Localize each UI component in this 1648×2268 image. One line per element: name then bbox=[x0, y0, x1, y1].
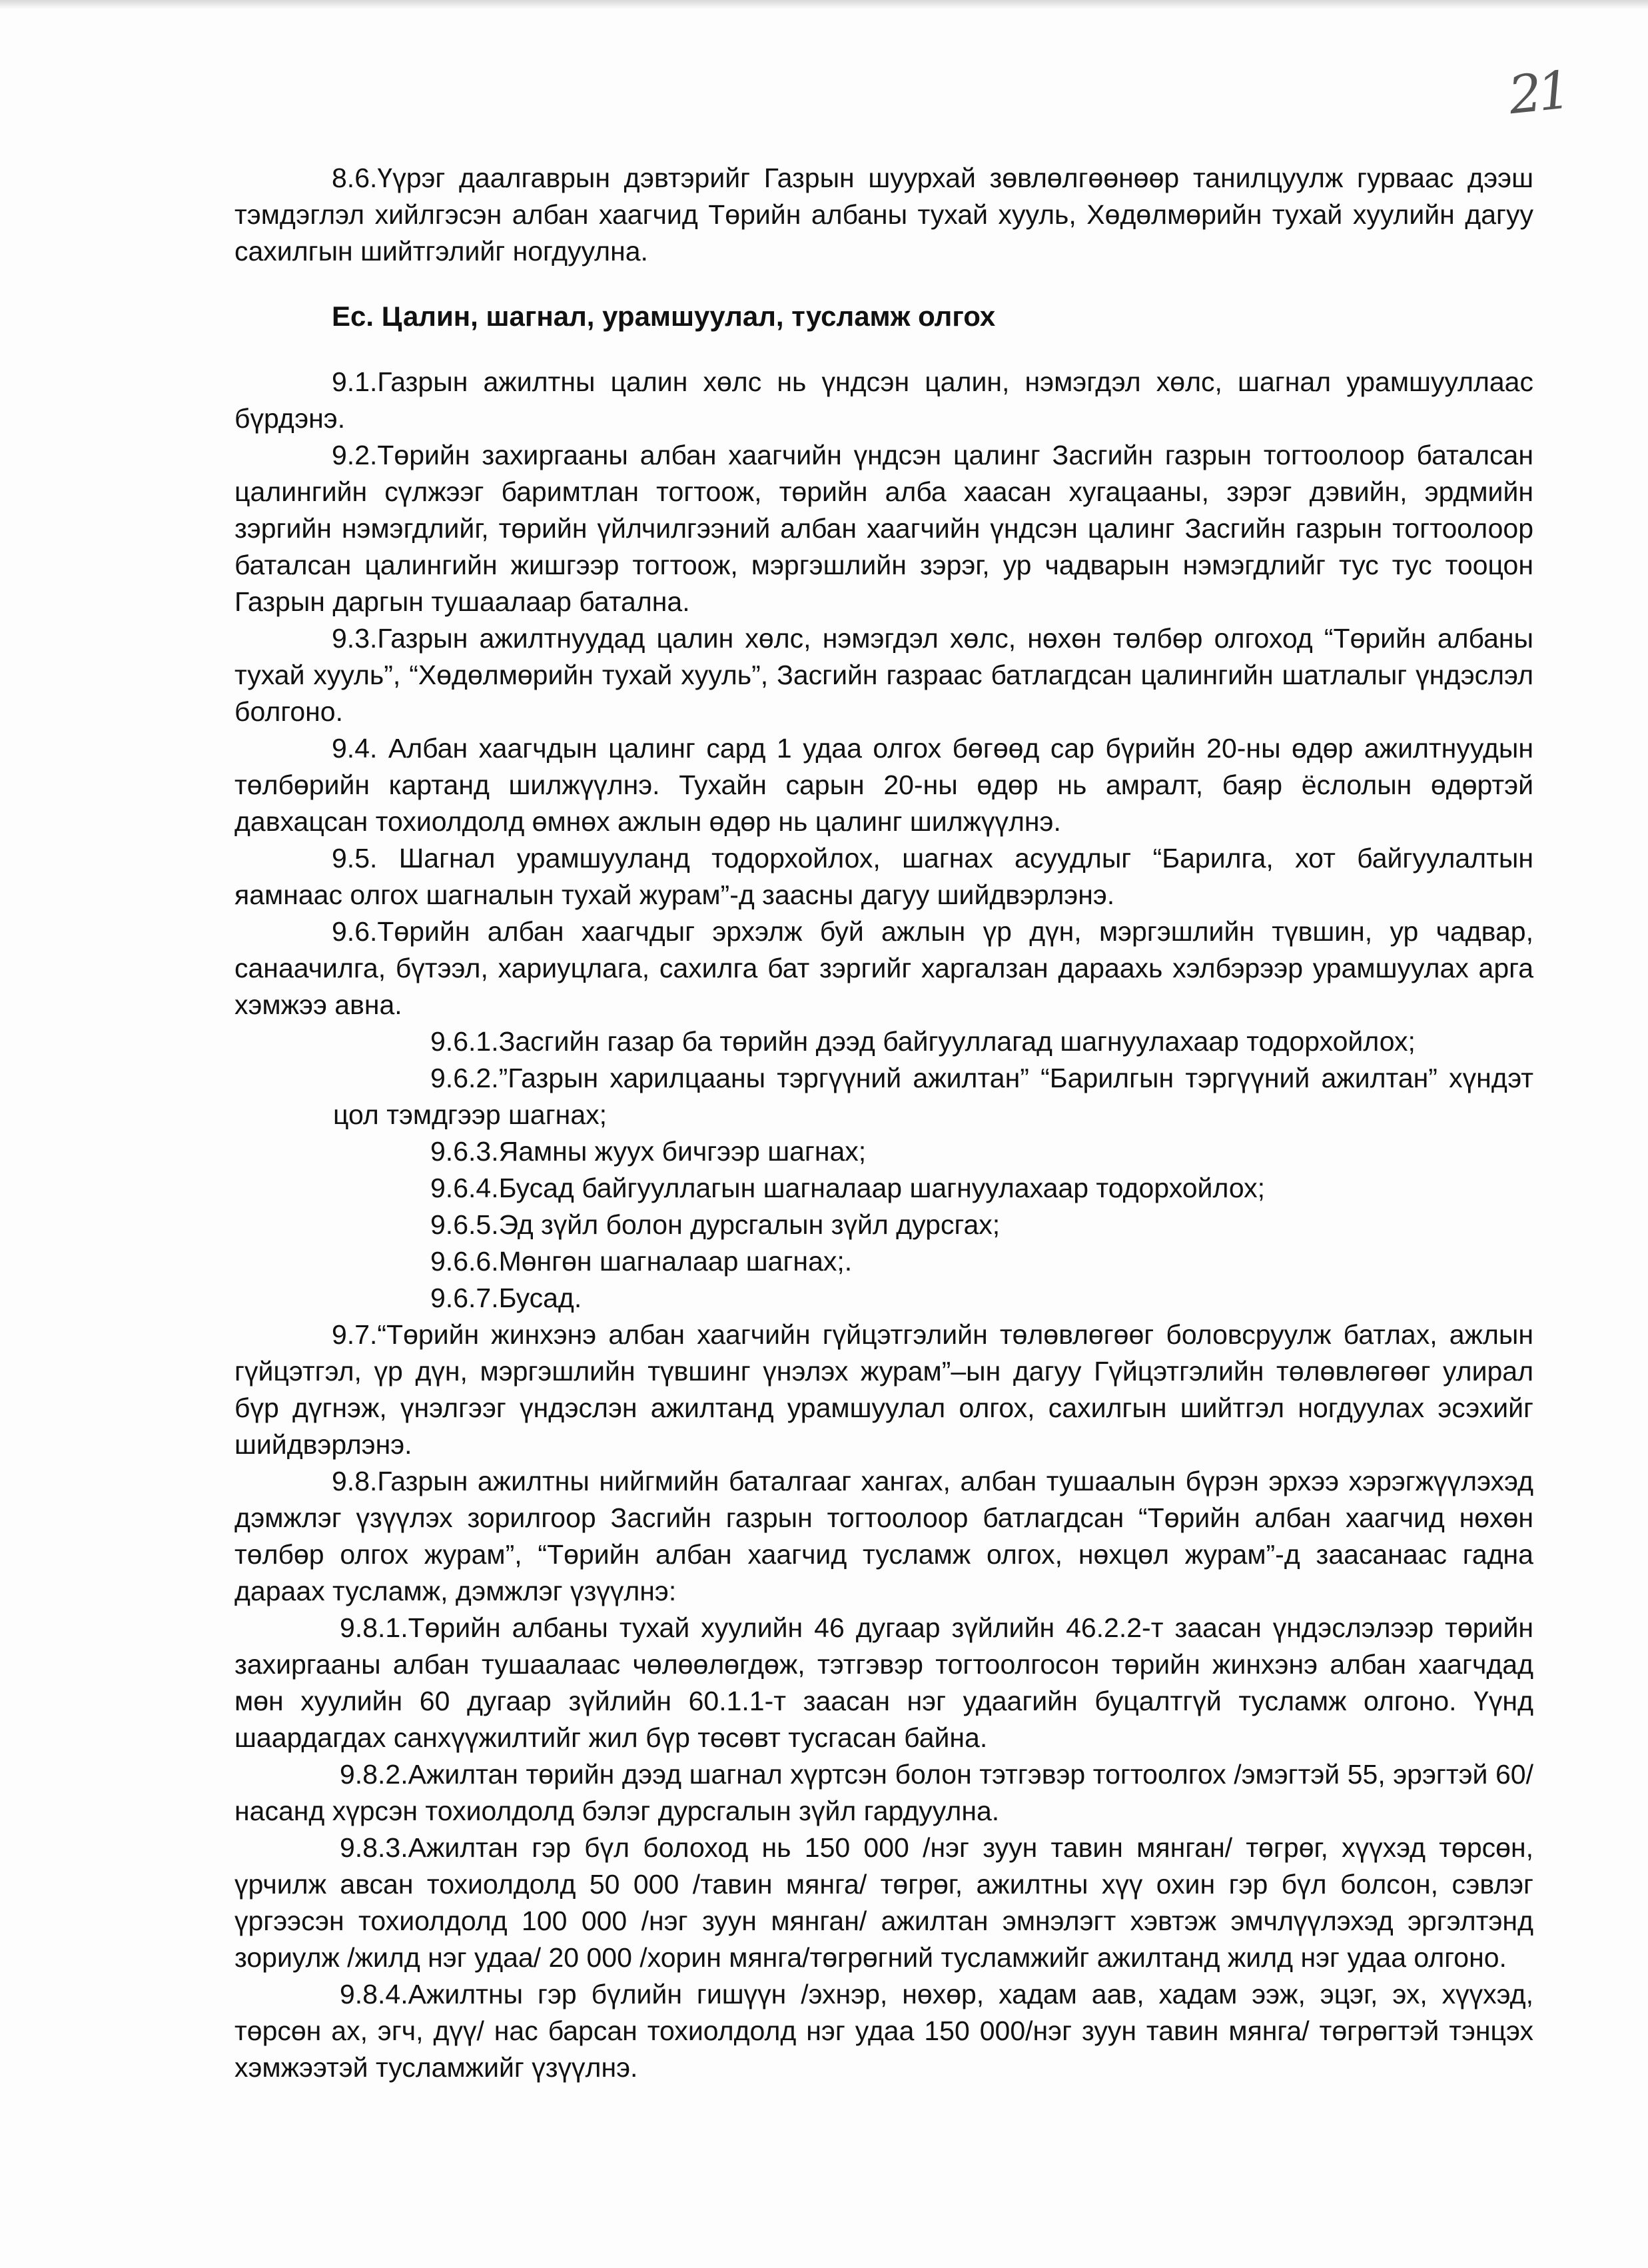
item-9-8-1: 9.8.1.Төрийн албаны тухай хуулийн 46 дугаар зүйлийн 46.2.2-т заасан үндэслэлээр төрийн захиргааны албан тушаалаас чөлөөлөгдөж, тэтгэвэр тогтоолгосон төрийн жинхэнэ албан хаагчдад мөн хуулийн 60 дугаар зүйлийн 60.1.1-т заасан нэг удаагийн буцалтгүй тусламж олгоно. Үүнд шаардагдах санхүүжилтийг жил бүр төсөвт тусгасан байна. bbox=[234, 1612, 1533, 1753]
item-9-6-1: 9.6.1.Засгийн газар ба төрийн дээд байгууллагад шагнуулахаар тодорхойлох; bbox=[430, 1026, 1416, 1057]
scan-edge bbox=[0, 0, 1648, 9]
item-9-6-2: 9.6.2.”Газрын харилцааны тэргүүний ажилтан” “Барилгын тэргүүний ажилтан” хүндэт цол тэмдгээр шагнах; bbox=[333, 1063, 1533, 1130]
item-9-8-3: 9.8.3.Ажилтан гэр бүл болоход нь 150 000 /нэг зуун тавин мянган/ төгрөг, хүүхэд төрсөн, үрчилж авсан тохиолдолд 50 000 /тавин мянга/ төгрөг, ажилтны хүү охин гэр бүл болсон, сэвлэг үргээсэн тохиолдолд 100 000 /нэг зуун мянган/ ажилтан эмнэлэгт хэвтэж эмчлүүлэхэд эргэлтэнд зориулж /жилд нэг удаа/ 20 000 /хорин мянга/төгрөгний тусламжийг ажилтанд жилд нэг удаа олгоно. bbox=[234, 1832, 1533, 1973]
paragraph-9-1: 9.1.Газрын ажилтны цалин хөлс нь үндсэн цалин, нэмэгдэл хөлс, шагнал урамшууллаас бүрдэнэ. bbox=[234, 366, 1533, 434]
handwritten-page-number: 21 bbox=[1505, 60, 1570, 127]
document-body bbox=[234, 160, 1533, 2086]
item-9-8-4: 9.8.4.Ажилтны гэр бүлийн гишүүн /эхнэр, нөхөр, хадам аав, хадам ээж, эцэг, эх, хүүхэд, төрсөн ах, эгч, дүү/ нас барсан тохиолдолд нэг удаа 150 000/нэг зуун тавин мянга/ төгрөгтэй тэнцэх хэмжээтэй тусламжийг үзүүлнэ. bbox=[234, 1979, 1533, 2083]
item-9-6-5: 9.6.5.Эд зүйл болон дурсгалын зүйл дурсгах; bbox=[430, 1209, 1001, 1240]
item-9-6-3: 9.6.3.Яамны жуух бичгээр шагнах; bbox=[430, 1136, 867, 1167]
paragraph-8-6: 8.6.Үүрэг даалгаврын дэвтэрийг Газрын шуурхай зөвлөлгөөнөөр танилцуулж гурваас дээш тэмдэглэл хийлгэсэн албан хаагчид Төрийн албаны тухай хууль, Хөдөлмөрийн тухай хуулийн дагуу сахилгын шийтгэлийг ногдуулна. bbox=[234, 163, 1533, 267]
paragraph-9-3: 9.3.Газрын ажилтнуудад цалин хөлс, нэмэгдэл хөлс, нөхөн төлбөр олгоход “Төрийн албаны тухай хууль”, “Хөдөлмөрийн тухай хууль”, Засгийн газраас батлагдсан цалингийн шатлалыг үндэслэл болгоно. bbox=[234, 623, 1533, 727]
paragraph-9-6: 9.6.Төрийн албан хаагчдыг эрхэлж буй ажлын үр дүн, мэргэшлийн түвшин, ур чадвар, санаачилга, бүтээл, хариуцлага, сахилга бат зэргийг харгалзан дараахь хэлбэрээр урамшуулах арга хэмжээ авна. bbox=[234, 916, 1533, 1020]
paragraph-9-2: 9.2.Төрийн захиргааны албан хаагчийн үндсэн цалинг Засгийн газрын тогтоолоор баталсан цалингийн сүлжээг баримтлан тогтоож, төрийн алба хаасан хугацааны, зэрэг дэвийн, эрдмийн зэргийн нэмэгдлийг, төрийн үйлчилгээний албан хаагчийн үндсэн цалинг Засгийн газрын тогтоолоор баталсан цалингийн жишгээр тогтоож, мэргэшлийн зэрэг, ур чадварын нэмэгдлийг тус тус тооцон Газрын даргын тушаалаар батална. bbox=[234, 440, 1533, 617]
item-9-6-7: 9.6.7.Бусад. bbox=[430, 1283, 582, 1313]
paragraph-9-4: 9.4. Албан хаагчдын цалинг сард 1 удаа олгох бөгөөд сар бүрийн 20-ны өдөр ажилтнуудын төлбөрийн картанд шилжүүлнэ. Тухайн сарын 20-ны өдөр нь амралт, баяр ёслолын өдөртэй давхацсан тохиолдолд өмнөх ажлын өдөр нь цалинг шилжүүлнэ. bbox=[234, 733, 1533, 837]
paragraph-9-8: 9.8.Газрын ажилтны нийгмийн баталгааг хангах, албан тушаалын бүрэн эрхээ хэрэгжүүлэхэд дэмжлэг үзүүлэх зорилгоор Засгийн газрын тогтоолоор батлагдсан “Төрийн албан хаагчид нөхөн төлбөр олгох журам”, “Төрийн албан хаагчид тусламж олгох, нөхцөл журам”-д заасанаас гадна дараах тусламж, дэмжлэг үзүүлнэ: bbox=[234, 1466, 1533, 1606]
paragraph-9-5: 9.5. Шагнал урамшууланд тодорхойлох, шагнах асуудлыг “Барилга, хот байгуулалтын яамнаас олгох шагналын тухай журам”-д заасны дагуу шийдвэрлэнэ. bbox=[234, 843, 1533, 910]
paragraph-9-7: 9.7.“Төрийн жинхэнэ албан хаагчийн гүйцэтгэлийн төлөвлөгөөг боловсруулж батлах, ажлын гүйцэтгэл, үр дүн, мэргэшлийн түвшинг үнэлэх журам”–ын дагуу Гүйцэтгэлийн төлөвлөгөөг улирал бүр дүгнэж, үнэлгээг үндэслэн ажилтанд урамшуулал олгох, сахилгын шийтгэл ногдуулах эсэхийг шийдвэрлэнэ. bbox=[234, 1319, 1533, 1460]
section-heading: Ес. Цалин, шагнал, урамшуулал, тусламж олгох bbox=[332, 300, 996, 332]
item-9-6-4: 9.6.4.Бусад байгууллагын шагналаар шагнуулахаар тодорхойлох; bbox=[430, 1173, 1266, 1203]
item-9-6-6: 9.6.6.Мөнгөн шагналаар шагнах;. bbox=[430, 1246, 853, 1277]
item-9-8-2: 9.8.2.Ажилтан төрийн дээд шагнал хүртсэн болон тэтгэвэр тогтоолгох /эмэгтэй 55, эрэгтэй 60/ насанд хүрсэн тохиолдолд бэлэг дурсгалын зүйл гардуулна. bbox=[234, 1759, 1533, 1826]
